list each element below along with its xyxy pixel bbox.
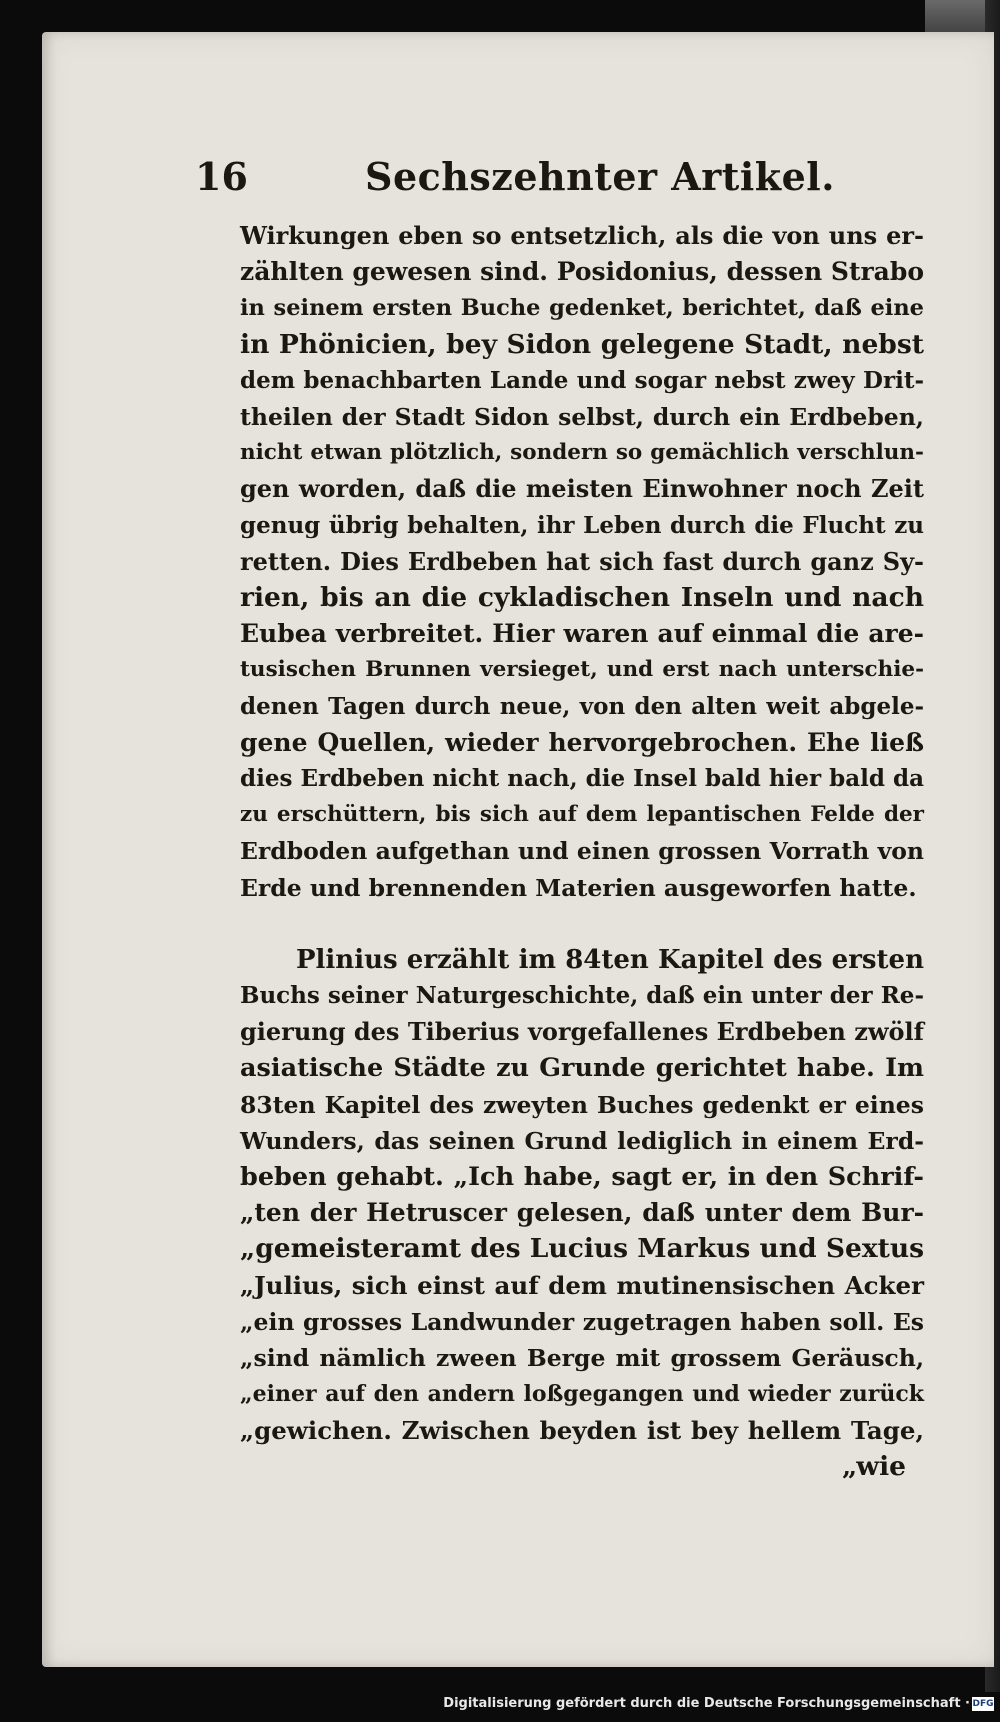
dfg-logo: DFG [972, 1699, 994, 1709]
digitization-note: Digitalisierung gefördert durch die Deutsche Forschungsgemeinschaft · [443, 1696, 970, 1711]
text-line: Wirkungen eben so entsetzlich, als die von uns er- [240, 221, 924, 250]
text-line: „Julius, sich einst auf dem mutinensischen Acker [240, 1270, 924, 1300]
text-line: tusischen Brunnen versieget, und erst nach unterschie- [240, 657, 924, 683]
paragraph-gap [240, 906, 924, 942]
text-line: Wunders, das seinen Grund lediglich in einem Erd- [240, 1126, 924, 1155]
running-head: Sechszehnter Artikel. [365, 154, 835, 199]
text-line: retten. Dies Erdbeben hat sich fast durch ganz Sy- [240, 546, 924, 576]
body-text [240, 218, 924, 1485]
text-line: „ein grosses Landwunder zugetragen haben soll. Es [240, 1307, 924, 1336]
paragraph-1 [240, 218, 924, 906]
text-line: Eubea verbreitet. Hier waren auf einmal die are- [240, 619, 924, 649]
text-line: „sind nämlich zween Berge mit grossem Geräusch, [240, 1344, 924, 1373]
text-line: gene Quellen, wieder hervorgebrochen. Ehe ließ [240, 727, 924, 757]
text-line: in seinem ersten Buche gedenket, berichtet, daß eine [240, 295, 924, 322]
text-line: „gewichen. Zwischen beyden ist bey hellem Tage, [240, 1415, 924, 1445]
text-line: zählten gewesen sind. Posidonius, dessen Strabo [240, 257, 925, 287]
text-line: gen worden, daß die meisten Einwohner noch Zeit [240, 474, 924, 504]
text-line: Erde und brennenden Materien ausgeworfen hatte. [240, 873, 917, 902]
text-line: in Phönicien, bey Sidon gelegene Stadt, nebst [240, 328, 924, 360]
text-line: „ten der Hetruscer gelesen, daß unter dem Bur- [240, 1198, 924, 1228]
digitization-footer [0, 1692, 1000, 1722]
text-line: „gemeisteramt des Lucius Markus und Sextus [240, 1233, 925, 1265]
page-number: 16 [195, 154, 248, 199]
text-line: nicht etwan plötzlich, sondern so gemächlich verschlun- [240, 440, 924, 466]
paragraph-2 [240, 942, 924, 1449]
text-line: genug übrig behalten, ihr Leben durch die Flucht zu [240, 511, 924, 539]
text-line: denen Tagen durch neue, von den alten weit abgele- [240, 692, 924, 720]
text-line: dies Erdbeben nicht nach, die Insel bald hier bald da [240, 765, 924, 793]
text-line: beben gehabt. „Ich habe, sagt er, in den Schrif- [240, 1162, 924, 1193]
text-line: dem benachbarten Lande und sogar nebst zwey Drit- [240, 366, 924, 394]
text-line: gierung des Tiberius vorgefallenes Erdbeben zwölf [240, 1017, 924, 1047]
text-line: Buchs seiner Naturgeschichte, daß ein unter der Re- [240, 982, 924, 1010]
text-line: 83ten Kapitel des zweyten Buches gedenkt er eines [240, 1090, 924, 1119]
text-line: zu erschüttern, bis sich auf dem lepantischen Felde der [240, 802, 924, 828]
text-line: rien, bis an die cykladischen Inseln und nach [240, 582, 924, 614]
text-line: asiatische Städte zu Grunde gerichtet habe. Im [240, 1053, 924, 1084]
text-line: „einer auf den andern loßgegangen und wieder zurück [240, 1381, 924, 1408]
text-line: Erdboden aufgethan und einen grossen Vorrath von [240, 837, 924, 866]
catchword: „wie [841, 1450, 906, 1482]
text-line: theilen der Stadt Sidon selbst, durch ein Erdbeben, [240, 403, 924, 432]
text-line: Plinius erzählt im 84ten Kapitel des ersten [296, 944, 924, 975]
